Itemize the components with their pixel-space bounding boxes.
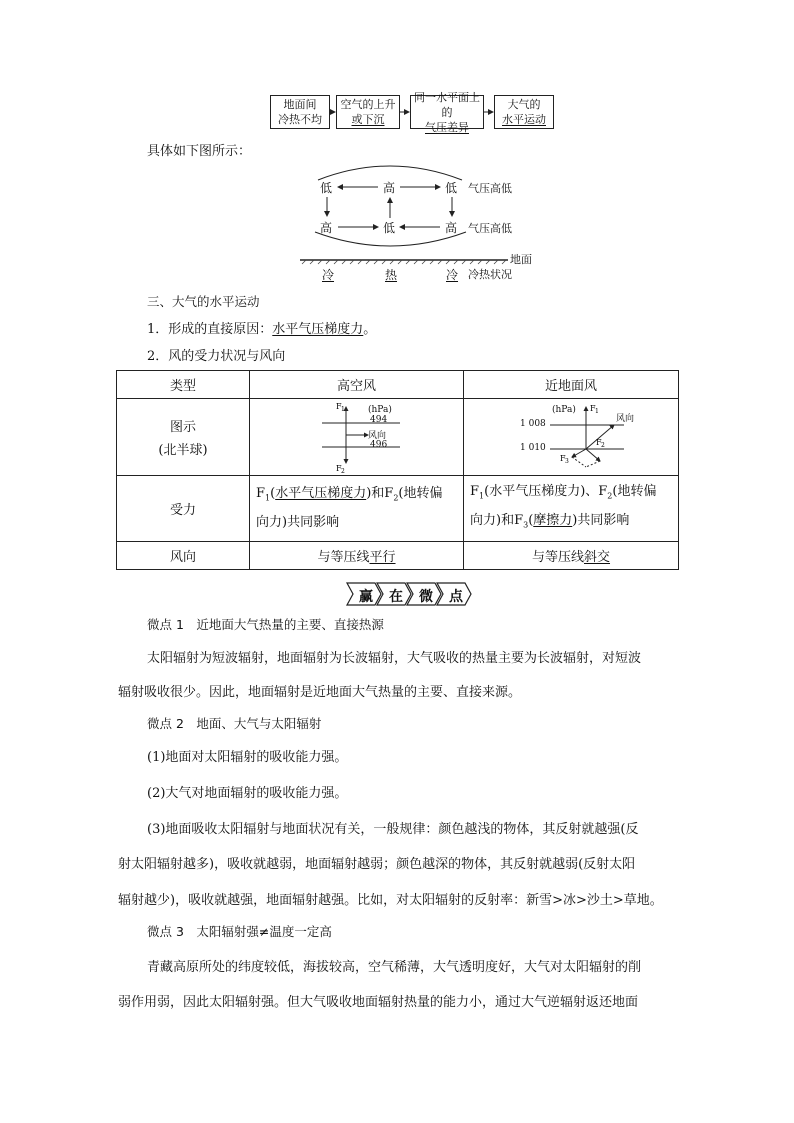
diagram-label-cell <box>117 399 250 476</box>
point1-line1: 太阳辐射为短波辐射，地面辐射为长波辐射，大气吸收的热量主要为长波辐射，对短波 <box>147 651 642 666</box>
bottom-pressure-label: 气压高低 <box>468 222 512 235</box>
flow-box-4-line2: 水平运动 <box>502 113 546 126</box>
direction-high-answer: 平行 <box>369 550 396 566</box>
direction-high-cell <box>250 542 464 570</box>
item1-answer: 水平气压梯度力 <box>272 322 364 337</box>
svg-text:1: 1 <box>341 406 345 413</box>
direction-low-cell <box>464 542 679 570</box>
high-wind-label: 风向 <box>368 431 387 441</box>
top-mid-high: 高 <box>383 181 396 195</box>
force-high-answer: 水平气压梯度力 <box>275 486 367 502</box>
header-high-altitude: 高空风 <box>250 371 464 399</box>
direction-label: 风向 <box>117 542 250 570</box>
low-wind-diagram-cell <box>464 399 679 476</box>
ground-label: 地面 <box>510 253 532 266</box>
force-high-mid: )和F <box>366 486 394 502</box>
bottom-right-high: 高 <box>445 221 458 235</box>
banner-char-3: 微 <box>419 589 433 605</box>
svg-text:F: F <box>596 438 602 447</box>
high-wind-diagram <box>250 399 463 475</box>
top-right-low: 低 <box>445 181 458 195</box>
direction-high-prefix: 与等压线 <box>317 550 370 566</box>
point3-title: 微点 3 太阳辐射强≠温度一定高 <box>147 924 332 939</box>
svg-text:F: F <box>590 404 596 413</box>
section3-title: 三、大气的水平运动 <box>147 294 260 309</box>
high-f1-label: F <box>336 402 342 411</box>
table-force-row <box>117 476 679 542</box>
header-near-surface: 近地面风 <box>464 371 679 399</box>
flow-box-2-line2: 或下沉 <box>351 113 385 126</box>
surface-cold-right: 冷 <box>446 268 459 282</box>
table-header-row <box>117 371 679 399</box>
point1-line2: 辐射吸收很少。因此，地面辐射是近地面大气热量的主要、直接来源。 <box>118 685 522 700</box>
flow-box-3-line2: 的 气压差异 <box>411 105 483 135</box>
point2-line2: (2)大气对地面辐射的吸收能力强。 <box>147 786 348 801</box>
force-low-mid2: (地转偏 <box>612 484 657 499</box>
item1-prefix: 1．形成的直接原因： <box>147 322 273 337</box>
point2-line1: (1)地面对太阳辐射的吸收能力强。 <box>147 750 348 765</box>
svg-text:2: 2 <box>601 442 605 449</box>
svg-text:F: F <box>560 454 566 463</box>
force-high-tail1: (地转偏 <box>398 486 443 502</box>
point1-title: 微点 1 近地面大气热量的主要、直接热源 <box>147 617 384 632</box>
point3-line2: 弱作用弱，因此太阳辐射强。但大气吸收地面辐射热量的能力小，通过大气逆辐射返还地面 <box>118 995 639 1010</box>
section3-item1 <box>147 318 376 337</box>
svg-text:1: 1 <box>595 408 599 415</box>
force-low-sub1: 1 <box>479 491 485 501</box>
force-label: 受力 <box>117 476 250 542</box>
force-high-f: F <box>256 486 266 502</box>
header-type: 类型 <box>117 371 250 399</box>
force-low-f: F <box>470 484 480 499</box>
force-low-answer: 摩擦力 <box>533 512 573 528</box>
bottom-left-high: 高 <box>320 221 333 235</box>
direction-low-prefix: 与等压线 <box>531 550 584 566</box>
force-low-tail: )共同影响 <box>572 512 630 528</box>
high-f2-label: F <box>336 464 342 473</box>
force-high-tail2: 向力)共同影响 <box>256 514 340 530</box>
flow-arrows <box>0 0 794 140</box>
section3-item2: 2．风的受力状况与风向 <box>147 349 286 364</box>
surface-label: 冷热状况 <box>468 268 512 281</box>
banner-char-2: 在 <box>389 589 403 605</box>
flow-box-1-line2: 冷热不均 <box>278 113 322 126</box>
point2-title: 微点 2 地面、大气与太阳辐射 <box>147 716 322 731</box>
low-wind-label: 风向 <box>616 414 635 424</box>
intro-text: 具体如下图所示： <box>147 144 252 159</box>
banner-char-4: 点 <box>449 589 463 605</box>
force-high-paren: ( <box>270 486 276 502</box>
force-low-sub3: 3 <box>523 520 529 530</box>
point2-line5: 辐射越少)，吸收就越强，地面辐射越强。比如，对太阳辐射的反射率：新雪>冰>沙土>草地。 <box>118 893 663 908</box>
force-high-cell <box>250 476 464 542</box>
surface-hot: 热 <box>385 268 398 282</box>
svg-text:3: 3 <box>565 458 569 465</box>
force-low-cell <box>464 476 679 542</box>
flow-box-2-line1: 空气的上升 <box>340 98 396 111</box>
point3-line1: 青藏高原所处的纬度较低，海拔较高，空气稀薄，大气透明度好，大气对太阳辐射的削 <box>147 960 642 975</box>
top-left-low: 低 <box>320 181 333 195</box>
force-low-sub2: 2 <box>607 491 613 501</box>
high-unit: (hPa) <box>368 405 392 415</box>
diagram-label-2: (北半球) <box>158 443 208 458</box>
high-p1: 494 <box>370 415 388 425</box>
low-p1: 1 008 <box>520 419 546 429</box>
surface-cold-left: 冷 <box>322 268 335 282</box>
bottom-mid-low: 低 <box>383 221 396 235</box>
flow-box-4-line1: 大气的 <box>507 98 541 111</box>
flow-box-3-answer: 气压差异 <box>425 120 469 134</box>
diagram-label-1: 图示 <box>169 420 196 435</box>
force-high-sub1: 1 <box>265 493 271 503</box>
table-diagram-row <box>117 399 679 476</box>
flow-box-3-line1: 同一水平面上 <box>414 90 480 104</box>
top-pressure-label: 气压高低 <box>468 182 512 195</box>
svg-text:2: 2 <box>341 468 345 475</box>
banner-char-1: 赢 <box>359 589 373 605</box>
wind-table <box>116 370 679 570</box>
flow-box-1-line1: 地面间 <box>283 98 317 111</box>
force-high-sub2: 2 <box>393 493 399 503</box>
force-low-mid3: 向力)和F <box>470 512 524 528</box>
high-wind-diagram-cell <box>250 399 464 476</box>
low-unit: (hPa) <box>552 405 576 415</box>
point2-line4: 射太阳辐射越多)，吸收就越弱，地面辐射越弱；颜色越深的物体，其反射就越弱(反射太阳 <box>118 857 636 872</box>
low-p2: 1 010 <box>520 443 546 453</box>
high-p2: 496 <box>370 440 388 450</box>
point2-line3: (3)地面吸收太阳辐射与地面状况有关，一般规律：颜色越浅的物体，其反射就越强(反 <box>147 822 639 837</box>
force-low-mid1: (水平气压梯度力)、F <box>484 484 608 499</box>
item1-suffix: 。 <box>363 322 377 337</box>
force-low-paren: ( <box>528 512 534 528</box>
direction-low-answer: 斜交 <box>584 550 611 566</box>
table-direction-row <box>117 542 679 570</box>
